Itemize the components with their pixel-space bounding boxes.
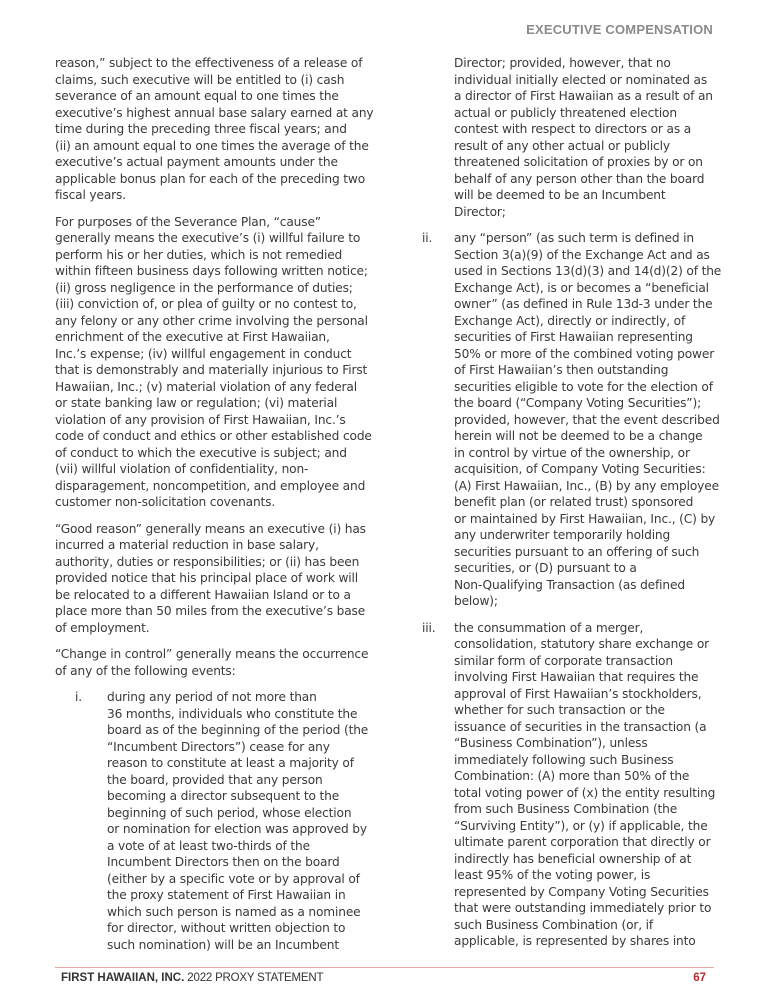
text-line: securities of First Hawaiian representing <box>454 330 693 344</box>
text-line: Non-Qualifying Transaction (as defined <box>454 577 685 592</box>
text-line: time during the preceding three fiscal years; and <box>55 122 347 136</box>
text-line: of conduct to which the executive is subject; and <box>55 445 347 460</box>
text-line: represented by Company Voting Securities <box>454 884 709 899</box>
list-item-i-continuation <box>420 55 720 220</box>
cause-definition-paragraph <box>55 214 375 511</box>
list-marker: i. <box>75 690 82 704</box>
text-line: Exchange Act), is or becomes a “beneficial <box>454 280 709 295</box>
page-number: 67 <box>693 972 706 984</box>
text-line: the board (“Company Voting Securities”); <box>454 396 702 410</box>
text-line: securities, or (D) pursuant to a <box>454 561 637 575</box>
right-column <box>420 55 720 960</box>
text-line: Director; <box>454 204 506 219</box>
text-line: such nomination) will be an Incumbent <box>107 937 339 952</box>
text-line: fiscal years. <box>55 188 126 202</box>
severance-benefits-paragraph <box>55 55 375 204</box>
text-line: within fifteen business days following written notice; <box>55 264 368 278</box>
text-line: contest with respect to directors or as a <box>454 122 692 136</box>
text-line: whether for such transaction or the <box>454 703 665 717</box>
text-line: securities eligible to vote for the election of <box>454 379 713 394</box>
text-line: herein will not be deemed to be a change <box>454 429 703 443</box>
text-line: a director of First Hawaiian as a result of an <box>454 89 713 103</box>
text-line: (A) First Hawaiian, Inc., (B) by any employee <box>454 478 719 493</box>
text-line: individual initially elected or nominated as <box>454 72 708 87</box>
text-line: authority, duties or responsibilities; or (ii) has been <box>55 554 360 569</box>
text-line: “Incumbent Directors”) cease for any <box>107 739 330 754</box>
text-line: (ii) an amount equal to one times the average of the <box>55 138 369 153</box>
text-line: any “person” (as such term is defined in <box>454 231 694 245</box>
text-line: customer non-solicitation covenants. <box>55 495 276 509</box>
text-line: (either by a specific vote or by approval of <box>107 871 360 886</box>
good-reason-definition-paragraph <box>55 521 375 637</box>
section-header: EXECUTIVE COMPENSATION <box>526 22 713 37</box>
text-line: executive’s actual payment amounts under the <box>55 155 338 169</box>
text-line: board as of the beginning of the period (the <box>107 723 369 737</box>
text-line: benefit plan (or related trust) sponsored <box>454 495 694 509</box>
text-line: that were outstanding immediately prior to <box>454 901 712 915</box>
list-marker: iii. <box>422 620 436 635</box>
text-line: perform his or her duties, which is not remedied <box>55 247 343 262</box>
text-line: below); <box>454 594 498 608</box>
text-line: the consummation of a merger, <box>454 620 644 635</box>
text-line: threatened solicitation of proxies by or on <box>454 155 703 169</box>
text-line: (ii) gross negligence in the performance of duties; <box>55 280 353 295</box>
text-line: Director; provided, however, that no <box>454 56 671 70</box>
text-line: severance of an amount equal to one times the <box>55 89 339 103</box>
text-line: (vii) willful violation of confidentiality, non- <box>55 462 309 476</box>
text-line: “Surviving Entity”), or (y) if applicable, the <box>454 818 708 833</box>
text-line: ultimate parent corporation that directly or <box>454 835 711 849</box>
text-line: approval of First Hawaiian’s stockholders, <box>454 686 702 701</box>
text-line: Combination: (A) more than 50% of the <box>454 769 690 783</box>
text-line: “Change in control” generally means the occurrence <box>55 647 369 661</box>
text-line: involving First Hawaiian that requires the <box>454 670 699 684</box>
text-line: a vote of at least two-thirds of the <box>107 838 310 853</box>
text-line: incurred a material reduction in base salary, <box>55 538 319 552</box>
change-in-control-intro-paragraph <box>55 646 375 679</box>
text-line: any felony or any other crime involving the personal <box>55 313 368 328</box>
text-line: or nomination for election was approved by <box>107 822 367 836</box>
text-line: “Business Combination”), unless <box>454 736 648 750</box>
text-line: indirectly has beneficial ownership of at <box>454 851 692 866</box>
left-column <box>55 55 375 963</box>
text-line: Section 3(a)(9) of the Exchange Act and as <box>454 247 710 262</box>
text-line: will be deemed to be an Incumbent <box>454 188 666 202</box>
text-line: applicable, is represented by shares into <box>454 934 696 948</box>
list-item-i <box>73 689 375 953</box>
list-item-iii <box>420 620 720 950</box>
text-line: the board, provided that any person <box>107 772 323 787</box>
text-line: Exchange Act), directly or indirectly, of <box>454 313 686 328</box>
text-line: place more than 50 miles from the executive’s base <box>55 604 366 618</box>
text-line: generally means the executive’s (i) willful failure to <box>55 231 361 245</box>
text-line: becoming a director subsequent to the <box>107 789 340 803</box>
text-line: such Business Combination (or, if <box>454 917 654 932</box>
text-line: provided notice that his principal place of work will <box>55 571 358 585</box>
text-line: enrichment of the executive at First Hawaiian, <box>55 330 330 344</box>
text-line: result of any other actual or publicly <box>454 138 670 153</box>
list-marker: ii. <box>422 231 433 245</box>
text-line: total voting power of (x) the entity resulting <box>454 785 716 800</box>
text-line: reason,” subject to the effectiveness of a release of <box>55 56 363 70</box>
text-line: For purposes of the Severance Plan, “cause” <box>55 214 321 229</box>
text-line: consolidation, statutory share exchange or <box>454 637 710 651</box>
text-line: disparagement, noncompetition, and employee and <box>55 478 366 493</box>
text-line: of any of the following events: <box>55 663 236 678</box>
footer-divider <box>55 967 714 968</box>
text-line: code of conduct and ethics or other established code <box>55 429 372 443</box>
footer-company-name: FIRST HAWAIIAN, INC. <box>61 972 185 984</box>
text-line: behalf of any person other than the board <box>454 171 705 186</box>
text-line: issuance of securities in the transaction (a <box>454 719 707 734</box>
text-line: executive’s highest annual base salary earned at any <box>55 105 374 120</box>
text-line: 50% or more of the combined voting power <box>454 346 715 361</box>
text-line: for director, without written objection to <box>107 921 346 935</box>
text-line: similar form of corporate transaction <box>454 653 673 668</box>
text-line: or maintained by First Hawaiian, Inc., (C) by <box>454 511 716 526</box>
text-line: (iii) conviction of, or plea of guilty or no contest to, <box>55 297 357 311</box>
text-line: acquisition, of Company Voting Securities: <box>454 462 706 476</box>
text-line: violation of any provision of First Hawaiian, Inc.’s <box>55 412 346 427</box>
text-line: of employment. <box>55 620 150 635</box>
text-line: least 95% of the voting power, is <box>454 868 651 882</box>
text-line: Inc.’s expense; (iv) willful engagement in conduct <box>55 346 352 361</box>
text-line: immediately following such Business <box>454 752 674 767</box>
text-line: which such person is named as a nominee <box>107 904 361 919</box>
text-line: reason to constitute at least a majority of <box>107 756 354 770</box>
text-line: any underwriter temporarily holding <box>454 528 671 542</box>
text-line: 36 months, individuals who constitute the <box>107 706 358 721</box>
text-line: during any period of not more than <box>107 690 317 704</box>
text-line: from such Business Combination (the <box>454 802 678 816</box>
text-line: used in Sections 13(d)(3) and 14(d)(2) of the <box>454 264 722 278</box>
text-line: or state banking law or regulation; (vi) material <box>55 396 338 410</box>
text-line: actual or publicly threatened election <box>454 105 677 120</box>
footer-document-name: 2022 PROXY STATEMENT <box>184 972 324 984</box>
text-line: beginning of such period, whose election <box>107 805 352 820</box>
text-line: applicable bonus plan for each of the preceding two <box>55 171 366 186</box>
text-line: “Good reason” generally means an executive (i) has <box>55 521 366 536</box>
text-line: owner” (as defined in Rule 13d-3 under the <box>454 297 713 311</box>
list-item-ii <box>420 230 720 610</box>
text-line: in control by virtue of the ownership, or <box>454 445 690 460</box>
text-line: claims, such executive will be entitled to (i) cash <box>55 72 345 87</box>
text-line: provided, however, that the event described <box>454 412 720 427</box>
text-line: securities pursuant to an offering of such <box>454 544 700 559</box>
text-line: Incumbent Directors then on the board <box>107 855 340 869</box>
text-line: Hawaiian, Inc.; (v) material violation of any federal <box>55 379 357 394</box>
text-line: of First Hawaiian’s then outstanding <box>454 363 669 377</box>
footer-document-title <box>61 972 323 984</box>
text-line: be relocated to a different Hawaiian Island or to a <box>55 587 351 602</box>
text-line: the proxy statement of First Hawaiian in <box>107 888 346 902</box>
text-line: that is demonstrably and materially injurious to First <box>55 363 368 377</box>
